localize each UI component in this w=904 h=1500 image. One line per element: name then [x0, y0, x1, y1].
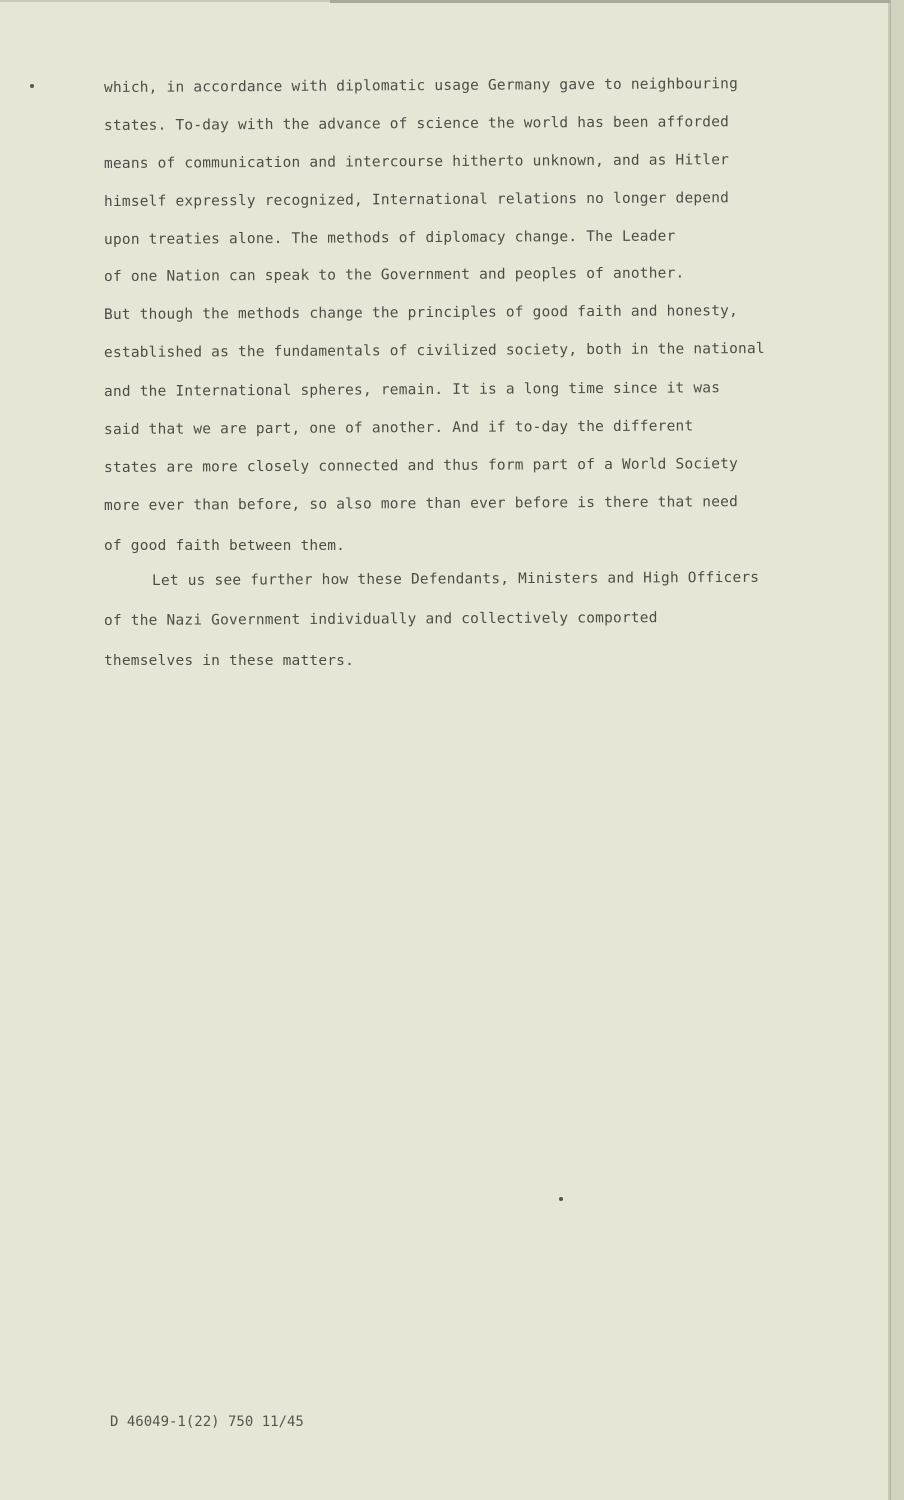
text-line: himself expressly recognized, International relations no longer depend: [103, 190, 730, 210]
page-top-edge: [330, 0, 890, 3]
text-line: said that we are part, one of another. And if to-day the different: [103, 418, 694, 438]
ink-speck: [559, 1197, 563, 1201]
text-line: and the International spheres, remain. It is a long time since it was: [103, 380, 721, 400]
text-line: means of communication and intercourse hitherto unknown, and as Hitler: [103, 152, 730, 172]
text-line: of good faith between them.: [104, 538, 346, 554]
print-reference: D 46049-1(22) 750 11/45: [110, 1414, 304, 1430]
text-line: Let us see further how these Defendants, Ministers and High Officers: [151, 569, 760, 589]
text-line: established as the fundamentals of civilized society, both in the national: [103, 340, 765, 361]
text-line: upon treaties alone. The methods of diplomacy change. The Leader: [103, 228, 676, 248]
ink-speck: [30, 84, 34, 88]
text-line: states. To-day with the advance of science the world has been afforded: [103, 114, 730, 134]
text-line: themselves in these matters.: [104, 653, 355, 669]
text-line: But though the methods change the principles of good faith and honesty,: [103, 303, 739, 323]
text-line: states are more closely connected and thus form part of a World Society: [103, 456, 739, 476]
text-line: more ever than before, so also more than ever before is there that need: [103, 494, 739, 514]
page-edge: [890, 0, 904, 1500]
text-line: which, in accordance with diplomatic usage Germany gave to neighbouring: [103, 76, 739, 96]
text-line: of one Nation can speak to the Government and peoples of another.: [103, 265, 685, 285]
text-line: of the Nazi Government individually and collectively comported: [103, 610, 658, 629]
